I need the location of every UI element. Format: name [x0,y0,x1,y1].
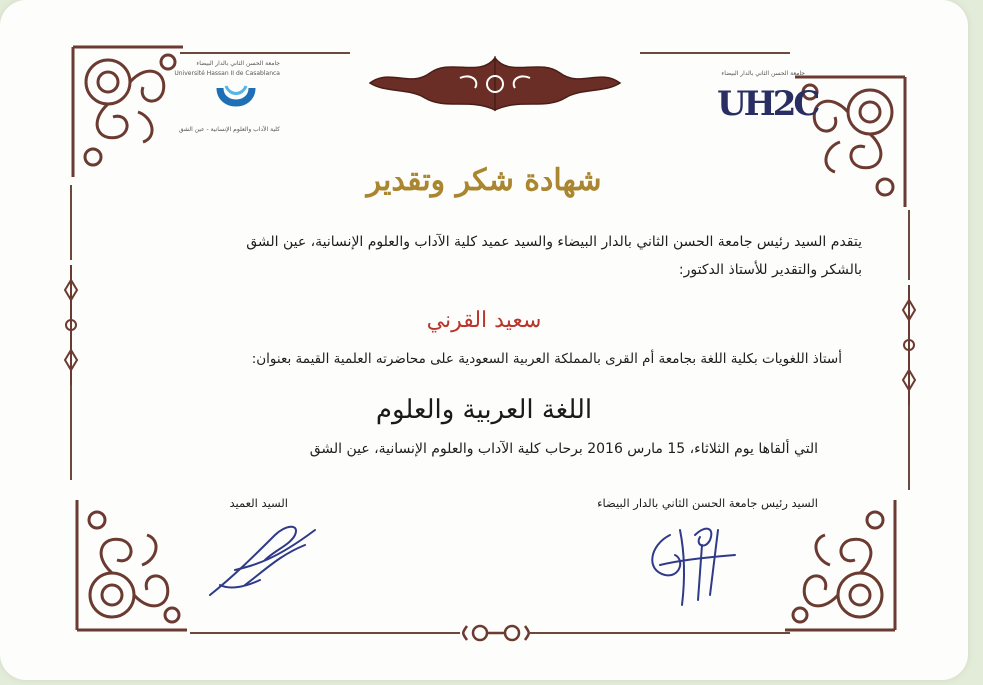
left-logo-caption-latin: Université Hassan II de Casablanca [174,70,280,77]
frame-right-line-top [908,210,910,280]
frame-top-line-right [640,52,790,54]
right-side-ornament [901,285,917,405]
lecture-title: اللغة العربية والعلوم [375,395,593,425]
frame-left-line-bottom [70,375,72,480]
left-logo-caption-top: جامعة الحسن الثاني بالدار البيضاء [196,60,280,67]
frame-bottom-line-left [190,632,460,634]
top-left-corner-ornament [68,42,188,182]
right-logo-caption: جامعة الحسن الثاني بالدار البيضاء [721,70,805,77]
university-emblem-icon [216,82,256,116]
left-logo-caption-bottom: كلية الآداب والعلوم الإنسانية - عين الشق [178,126,280,133]
body-line-3: أستاذ اللغويات بكلية اللغة بجامعة أم القرى بالمملكة العربية السعودية على محاضرته العلمية القيمة بعنوان: [251,351,842,367]
left-university-logo [174,58,280,138]
bottom-right-corner-ornament [780,495,900,635]
body-line-4: التي ألقاها يوم الثلاثاء، 15 مارس 2016 برحاب كلية الآداب والعلوم الإنسانية، عين الشق [309,441,818,457]
frame-top-line-left [180,52,350,54]
body-line-2: بالشكر والتقدير للأستاذ الدكتور: [678,262,862,278]
right-university-logo [715,70,818,150]
body-line-1: يتقدم السيد رئيس جامعة الحسن الثاني بالدار البيضاء والسيد عميد كلية الآداب والعلوم الإنسانية، عين الشق [246,234,862,250]
certificate-title: شهادة شكر وتقدير [366,163,602,198]
frame-bottom-line-right [530,632,790,634]
uh2c-monogram: UH2C [717,84,818,124]
bottom-left-corner-ornament [72,495,192,635]
right-signature-image [640,515,750,610]
left-signature-image [205,515,325,605]
left-signatory-label: السيد العميد [229,496,288,510]
recipient-name: سعيد القرني [426,308,542,333]
top-center-ornament [360,48,630,120]
bottom-center-ornament [462,620,530,646]
right-signatory-label: السيد رئيس جامعة الحسن الثاني بالدار البيضاء [597,496,818,510]
